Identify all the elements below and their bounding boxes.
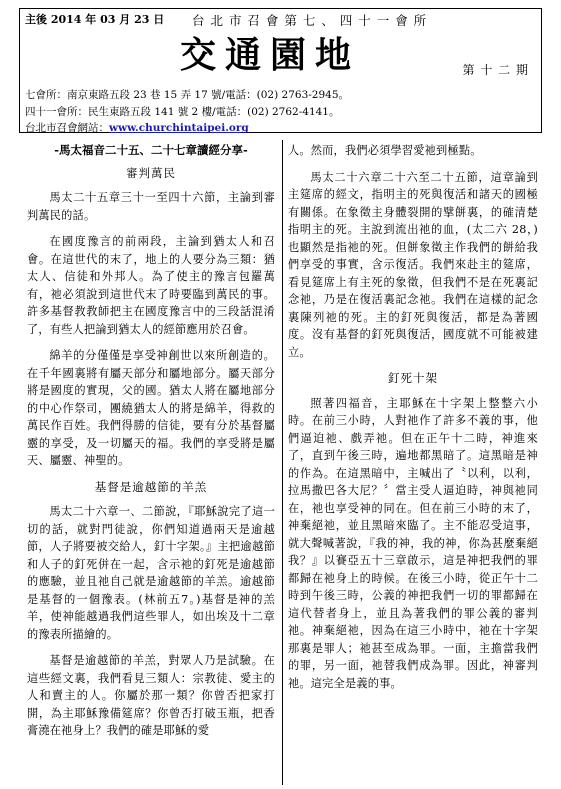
- column-divider: [282, 140, 283, 785]
- paragraph: 照著四福音，主耶穌在十字架上整整六小時。在前三小時，人對祂作了許多不義的事，他們逼迫祂、戲弄祂。但在正午十二時，神進來了，直到午後三時，遍地都黑暗了。這黑暗是神的作為。在這黑暗中，主喊出了〝以利，以利，拉馬撒巴各大尼？〞當主受人逼迫時，神與祂同在，祂也享受神的同在。但在前三小時的末了，神棄絕祂，並且黑暗來臨了。主不能忍受這事，就大聲喊著說，『我的神，我的神，你為甚麼棄絕我？』以賽亞五十三章啟示，這是神把我們的罪都歸在祂身上的時候。在後三小時，從正午十二時到午後三時，公義的神把我們一切的罪都歸在這代替者身上，並且為著我們的罪公義的審判祂。神棄絕祂，因為在這三小時中，祂在十字架那裏是罪人；祂甚至成為罪。一面，主擔當我們的罪，另一面，祂替我們成為罪。因此，神審判祂。這完全是義的事。: [288, 396, 538, 690]
- paragraph: 在國度豫言的前兩段，主論到猶太人和召會。在這世代的末了，地上的人要分為三類：猶太人、信徒和外邦人。為了使主的豫言包羅萬有，祂必須說到這世代末了時要臨到萬民的事。許多基督教教師把主在國度豫言中的三段話混淆了，有些人把論到猶太人的經節應用於召會。: [27, 235, 275, 336]
- section-heading-passover-lamb: 基督是逾越節的羊羔: [94, 479, 208, 494]
- paragraph: 綿羊的分僅僅是享受神創世以來所創造的。在千年國裏將有屬天部分和屬地部分。屬天部分將是國度的實現，父的國。猶太人將在屬地部分的中心作祭司，團繞猶太人的將是綿羊，得救的萬民作百姓。我們得勝的信徒，要有分於基督屬靈的享受，及一切屬天的福。我們的享受將是屬天、屬靈、神聖的。: [27, 349, 275, 467]
- website-line: [25, 120, 249, 135]
- masthead: [19, 8, 542, 133]
- section-heading-crucifixion: 釘死十架: [388, 371, 438, 385]
- address-hall-41: 四十一會所：民生東路五段 141 號 2 樓/電話：(02) 2762-4141。: [25, 106, 340, 118]
- section-heading-judging-nations: 審判萬民: [126, 165, 176, 180]
- issue-number: 第 十 二 期: [462, 63, 529, 77]
- website-label: 台北市召會網站：: [25, 122, 109, 134]
- paragraph-continued: 人。然而，我們必須學習愛祂到極點。: [288, 144, 482, 157]
- paragraph: 基督是逾越節的羊羔，對眾人乃是試驗。在這些經文裏，我們看見三類人：宗教徒、愛主的人和賣主的人。你屬於那一類？你曾否把家打開，為主耶穌豫備筵席？你曾否打破玉瓶，把香膏澆在祂身上？我們的確是耶穌的愛: [27, 654, 275, 737]
- right-column: [288, 142, 538, 701]
- paragraph: 馬太二十六章二十六至二十五節，這章論到主筵席的經文，指明主的死與復活和諸天的國極有關係。在象徵主身體裂開的擘餅裏，的確清楚指明主的死。主說到流出祂的血，(太二六 28，) 也顯然是指祂的死。但餅象徵主作我們的餅給我們享受的事實，含示復活。我們來赴主的筵席，看見筵席上有主死的象徵，但我們不是在死裏記念祂，乃是在復活裏記念祂。我們在這樣的記念裏陳列祂的死。主的釘死與復活，都是為著國度。沒有基督的釘死與復活，國度就不可能被建立。: [288, 170, 538, 359]
- paragraph: 馬太二十五章三十一至四十六節，主論到審判萬民的話。: [27, 191, 275, 222]
- organization-name: 台 北 市 召 會 第 七 、 四 十 一 會 所: [192, 13, 428, 28]
- series-title: -馬太福音二十五、二十七章讀經分享-: [54, 143, 248, 157]
- website-link[interactable]: www.churchintaipei.org: [109, 122, 249, 134]
- address-hall-7: 七會所：南京東路五段 23 巷 15 弄 17 號/電話：(02) 2763-2945。: [25, 89, 350, 101]
- issue-date: 主後 2014 年 03 月 23 日: [25, 13, 165, 26]
- newsletter-title: 交通園地: [180, 34, 361, 76]
- left-column: [27, 142, 275, 749]
- paragraph: 馬太二十六章一、二節說，『耶穌說完了這一切的話，就對門徒說，你們知道過兩天是逾越節，人子將要被交給人，釘十字架。』主把逾越節和人子的釘死併在一起，含示祂的釘死是逾越節的應驗，並且祂自己就是逾越節的羊羔。逾越節是基督的一個豫表。(林前五7。)基督是神的羔羊，使神能越過我們這些罪人，如出埃及十二章的豫表所描繪的。: [27, 505, 275, 641]
